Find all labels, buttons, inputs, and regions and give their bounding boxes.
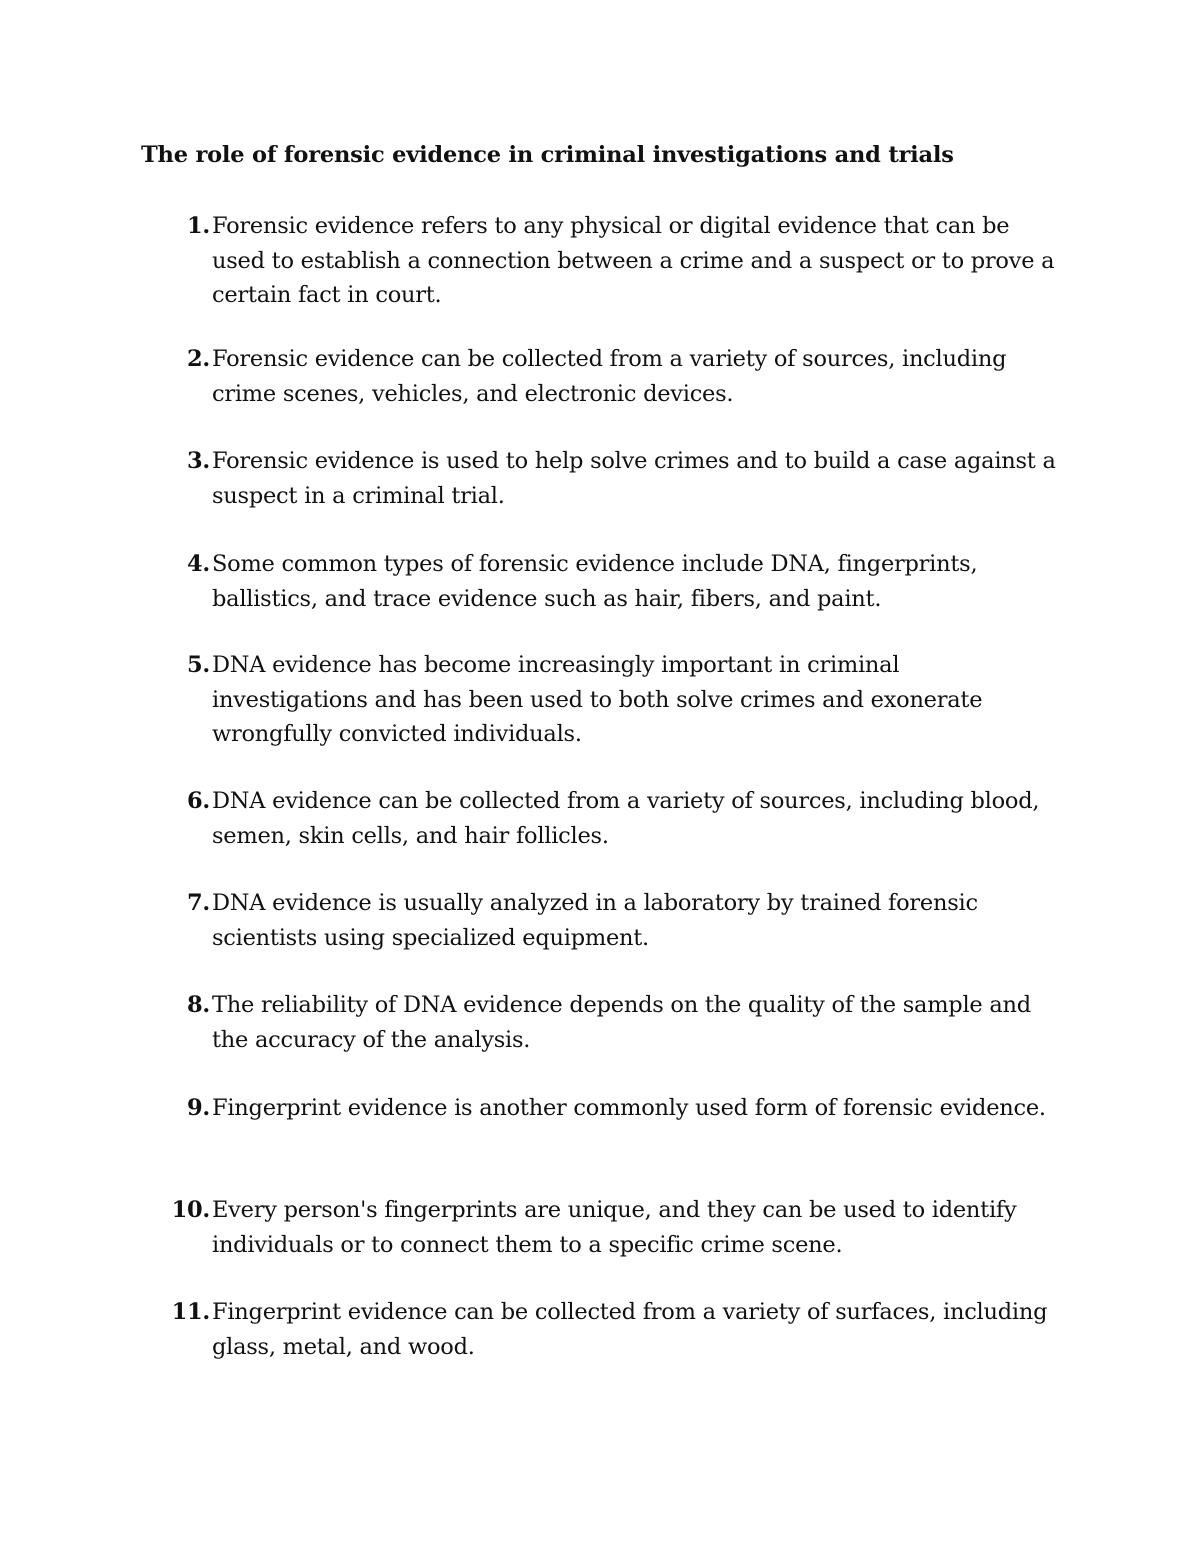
- list-item: [150, 209, 1060, 313]
- list-item-text: DNA evidence can be collected from a variety of sources, including blood, semen, skin cells, and hair follicles.: [212, 788, 1040, 849]
- list-item-number: 9.: [187, 1095, 210, 1121]
- list-item: [150, 1295, 1060, 1364]
- list-item-text: Forensic evidence refers to any physical or digital evidence that can be used to establish a connection between a crime and a suspect or to prove a certain fact in court.: [212, 213, 1055, 308]
- list-item-number: 7.: [187, 890, 210, 916]
- list-item-number: 5.: [187, 652, 210, 678]
- list-item-number: 2.: [187, 346, 210, 372]
- list-item-number: 8.: [187, 992, 210, 1018]
- list-item-text: Forensic evidence can be collected from a variety of sources, including crime scenes, vehicles, and electronic devices.: [212, 346, 1007, 407]
- list-item-text: DNA evidence has become increasingly important in criminal investigations and has been used to both solve crimes and exonerate wrongfully convicted individuals.: [212, 652, 983, 747]
- list-item-number: 10.: [171, 1197, 210, 1223]
- list-item-text: Fingerprint evidence is another commonly used form of forensic evidence.: [212, 1095, 1046, 1121]
- list-item-text: Some common types of forensic evidence include DNA, fingerprints, ballistics, and trace evidence such as hair, fibers, and paint.: [212, 551, 978, 612]
- list-item: [150, 1091, 1060, 1126]
- list-item-number: 11.: [171, 1299, 210, 1325]
- list-item-number: 3.: [187, 448, 210, 474]
- list-item: [150, 648, 1060, 752]
- list-item: [150, 444, 1060, 513]
- document-title: The role of forensic evidence in criminal investigations and trials: [141, 142, 954, 168]
- list-item: [150, 547, 1060, 616]
- list-item: [150, 1193, 1060, 1262]
- list-item-text: Fingerprint evidence can be collected from a variety of surfaces, including glass, metal, and wood.: [212, 1299, 1048, 1360]
- list-item-text: Forensic evidence is used to help solve crimes and to build a case against a suspect in a criminal trial.: [212, 448, 1056, 509]
- list-item: [150, 988, 1060, 1057]
- list-item-number: 6.: [187, 788, 210, 814]
- list-item: [150, 342, 1060, 411]
- list-item-text: DNA evidence is usually analyzed in a laboratory by trained forensic scientists using specialized equipment.: [212, 890, 978, 951]
- list-item-number: 4.: [187, 551, 210, 577]
- list-item: [150, 886, 1060, 955]
- list-item-text: The reliability of DNA evidence depends on the quality of the sample and the accuracy of the analysis.: [212, 992, 1031, 1053]
- list-item-text: Every person's fingerprints are unique, and they can be used to identify individuals or to connect them to a specific crime scene.: [212, 1197, 1017, 1258]
- list-item: [150, 784, 1060, 853]
- list-item-number: 1.: [187, 213, 210, 239]
